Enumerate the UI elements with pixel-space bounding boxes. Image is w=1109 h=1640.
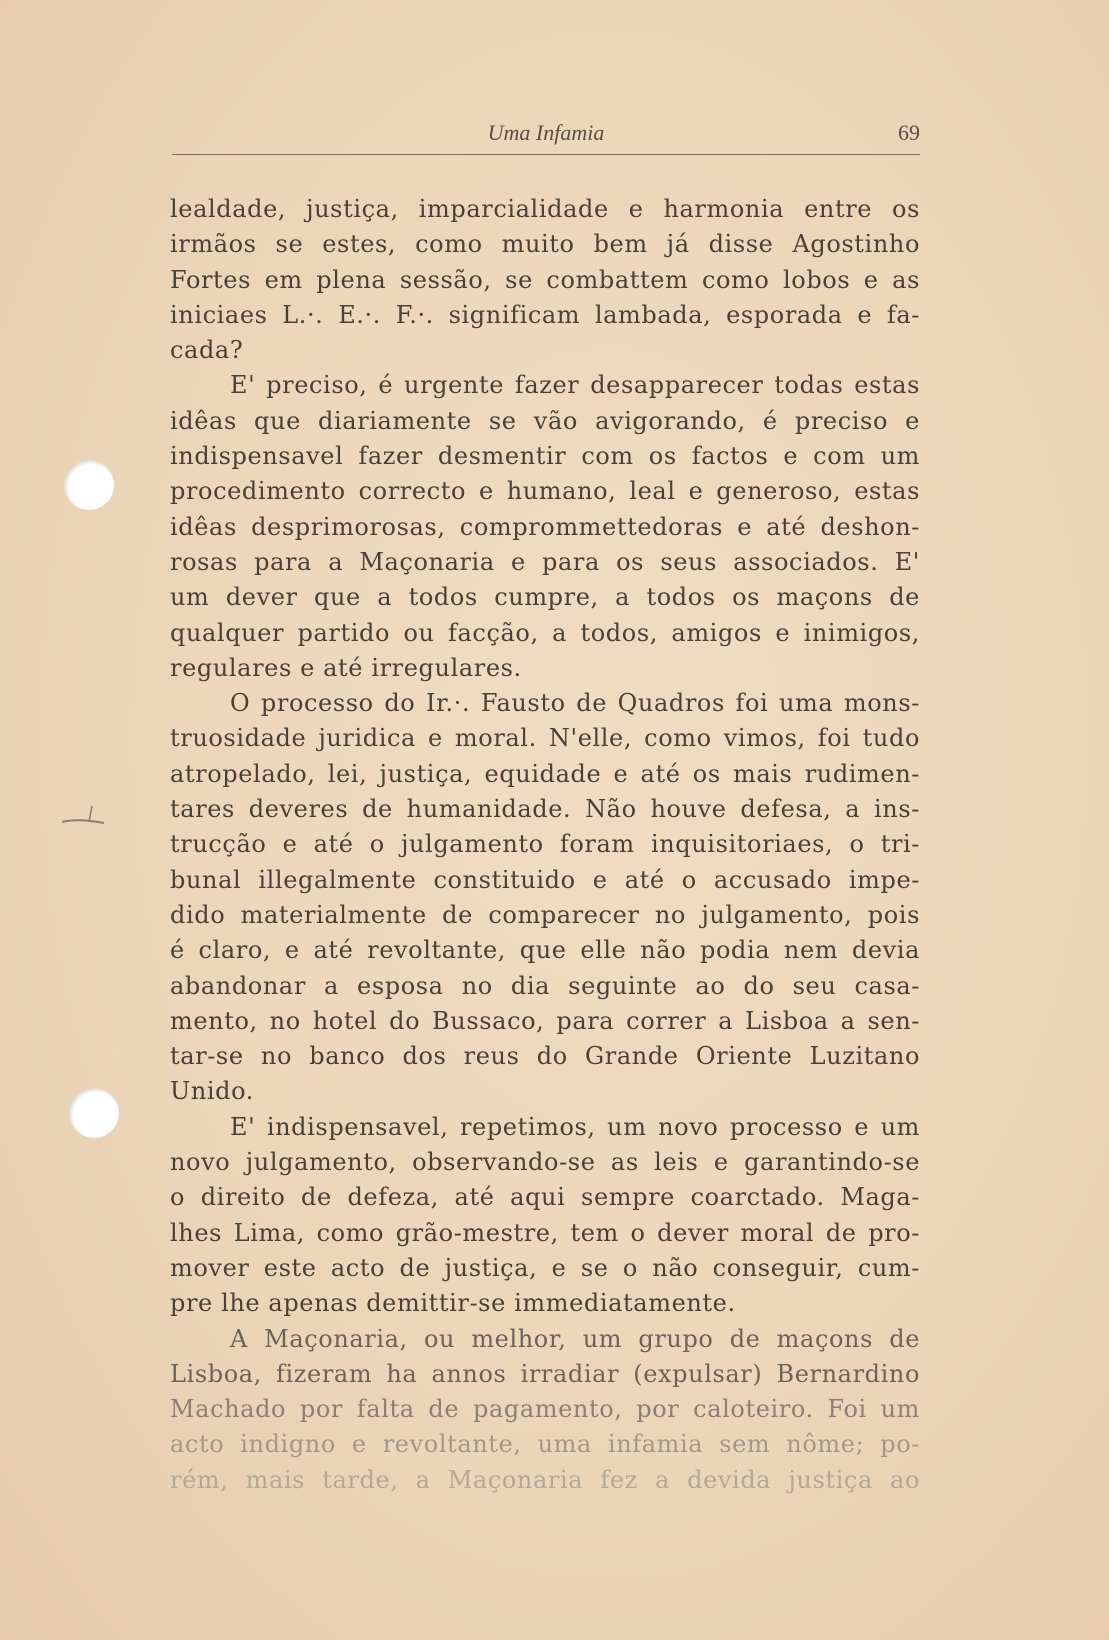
text-line: rosas para a Maçonaria e para os seus associados. E' bbox=[170, 547, 920, 576]
page-number: 69 bbox=[898, 120, 920, 145]
text-line: é claro, e até revoltante, que elle não podia nem devia bbox=[170, 936, 920, 965]
text-line: tares deveres de humanidade. Não houve defesa, a ins- bbox=[170, 795, 920, 824]
text-line: rém, mais tarde, a Maçonaria fez a devida justiça ao bbox=[170, 1465, 920, 1494]
text-line: tar-se no banco dos reus do Grande Oriente Luzitano bbox=[170, 1042, 920, 1071]
text-line: regulares e até irregulares. bbox=[170, 653, 522, 682]
text-line: um dever que a todos cumpre, a todos os maçons de bbox=[170, 583, 920, 612]
text-line: Fortes em plena sessão, se combattem como lobos e as bbox=[170, 265, 920, 294]
text-line: trucção e até o julgamento foram inquisitoriaes, o tri- bbox=[170, 830, 920, 859]
text-line: indispensavel fazer desmentir com os factos e com um bbox=[170, 442, 920, 471]
text-line: o direito de defeza, até aqui sempre coarctado. Maga- bbox=[170, 1183, 920, 1212]
text-line: idêas que diariamente se vão avigorando, é preciso e bbox=[170, 406, 920, 435]
text-line: mento, no hotel do Bussaco, para correr a Lisboa a sen- bbox=[170, 1006, 920, 1035]
text-line: iniciaes L.·. E.·. F.·. significam lambada, esporada e fa- bbox=[170, 300, 920, 329]
text-line: A Maçonaria, ou melhor, um grupo de maçons de bbox=[230, 1324, 920, 1353]
text-line: idêas desprimorosas, comprommettedoras e até deshon- bbox=[170, 512, 920, 541]
binding-hole bbox=[64, 460, 114, 510]
text-line: dido materialmente de comparecer no julgamento, pois bbox=[170, 900, 920, 929]
text-line: E' preciso, é urgente fazer desapparecer todas estas bbox=[230, 371, 920, 400]
text-line: abandonar a esposa no dia seguinte ao do seu casa- bbox=[170, 971, 920, 1000]
text-line: acto indigno e revoltante, uma infamia sem nôme; po- bbox=[170, 1430, 920, 1459]
text-line: cada? bbox=[170, 336, 244, 365]
text-line: atropelado, lei, justiça, equidade e até os mais rudimen- bbox=[170, 759, 920, 788]
text-line: pre lhe apenas demittir-se immediatamente. bbox=[170, 1289, 736, 1318]
text-line: Machado por falta de pagamento, por caloteiro. Foi um bbox=[170, 1395, 920, 1424]
text-line: novo julgamento, observando-se as leis e garantindo-se bbox=[170, 1148, 920, 1177]
body-text bbox=[170, 192, 920, 1498]
text-line: qualquer partido ou facção, a todos, amigos e inimigos, bbox=[170, 618, 920, 647]
text-line: O processo do Ir.·. Fausto de Quadros foi uma mons- bbox=[230, 689, 920, 718]
text-line: lhes Lima, como grão-mestre, tem o dever moral de pro- bbox=[170, 1218, 920, 1247]
page-header bbox=[172, 118, 920, 155]
running-title: Uma Infamia bbox=[487, 120, 605, 145]
text-line: Unido. bbox=[170, 1077, 254, 1106]
text-line: mover este acto de justiça, e se o não conseguir, cum- bbox=[170, 1253, 920, 1282]
text-line: irmãos se estes, como muito bem já disse Agostinho bbox=[170, 230, 920, 259]
text-line: lealdade, justiça, imparcialidade e harmonia entre os bbox=[170, 195, 920, 223]
text-line: truosidade juridica e moral. N'elle, como vimos, foi tudo bbox=[170, 724, 920, 753]
text-line: procedimento correcto e humano, leal e generoso, estas bbox=[170, 477, 920, 506]
text-line: Lisboa, fizeram ha annos irradiar (expulsar) Bernardino bbox=[170, 1359, 920, 1388]
text-line: E' indispensavel, repetimos, um novo processo e um bbox=[230, 1112, 920, 1141]
text-line: bunal illegalmente constituido e até o accusado impe- bbox=[170, 865, 920, 894]
ink-mark bbox=[58, 800, 108, 830]
binding-hole bbox=[69, 1088, 119, 1138]
